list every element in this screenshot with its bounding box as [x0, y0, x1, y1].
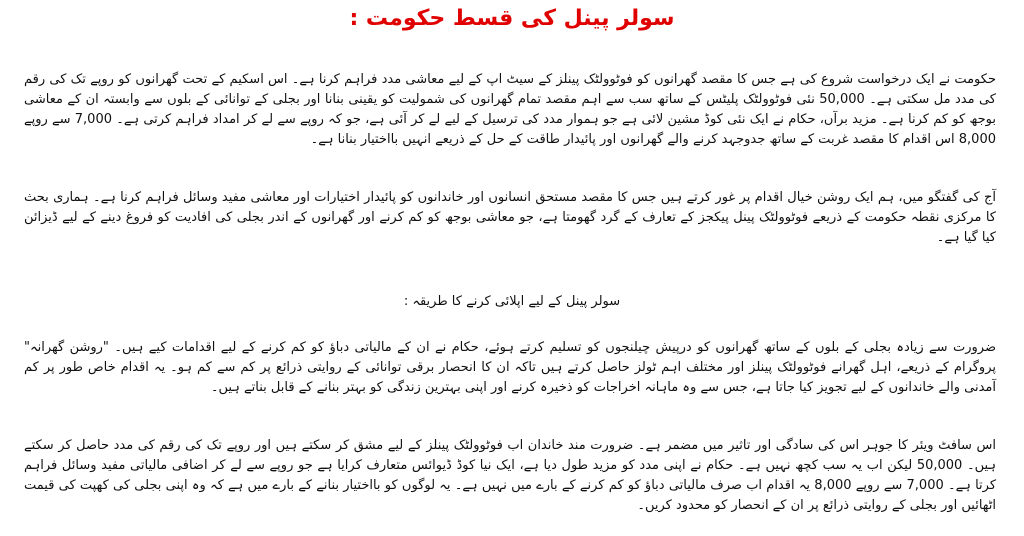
paragraph-discussion: آج کی گفتگو میں، ہم ایک روشن خیال اقدام پر غور کرتے ہیں جس کا مقصد مستحق انسانوں اور خاندانوں کو پائیدار اختیارات اور معاشی مفید وسائل فراہم کرنا ہے۔ ہماری بحث کا مرکزی نقطہ حکومت کے ذریعے فوٹوولٹک پینل پیکجز کے تعارف کے گرد گھومتا ہے، جو معاشی بوجھ کو کم کرنے اور گھرانوں کے اندر بجلی کی افادیت کو فروغ دینے کے لیے ڈیزائن کیا گیا ہے۔ — [24, 190, 996, 245]
section-heading-apply: سولر پینل کے لیے اپلائی کرنے کا طریقہ : — [403, 294, 621, 309]
paragraph-software: اس سافٹ ویئر کا جوہر اس کی سادگی اور تاثیر میں مضمر ہے۔ ضرورت مند خاندان اب فوٹوولٹک پینلز کے لیے مشق کر سکتے ہیں اور روپے تک کی رقم کی مدد حاصل کر سکتے ہیں۔ 50,000 لیکن اب یہ سب کچھ نہیں ہے۔ حکام نے اپنی مدد کو مزید طول دیا ہے، ایک نیا کوڈ ڈیوائس متعارف کرایا ہے جو روپے سے لے کر اضافی مالیاتی مفید وسائل فراہم کرتا ہے۔ 7,000 سے روپے 8,000 یہ اقدام اب صرف مالیاتی دباؤ کو کم کرنے کے بارے میں نہیں ہے۔ یہ لوگوں کو بااختیار بنانے کے بارے میں ہے کہ وہ اپنی بجلی کی کھپت کی قیمت اٹھائیں اور بجلی کے روایتی ذرائع پر ان کے انحصار کو محدود کریں۔ — [24, 438, 997, 513]
page-title: سولر پینل کی قسط حکومت : — [349, 6, 675, 31]
paragraph-program: ضرورت سے زیادہ بجلی کے بلوں کے ساتھ گھرانوں کو درپیش چیلنجوں کو تسلیم کرتے ہوئے، حکام نے ان کے مالیاتی دباؤ کو کم کرنے کے لیے اقدامات کیے ہیں۔ "روشن گھرانہ" پروگرام کے ذریعے، اہل گھرانے فوٹوولٹک پینلز اور مختلف اہم ٹولز حاصل کرتے ہیں تاکہ ان کا انحصار برقی توانائی کے روایتی ذرائع پر کم سے کم ہو۔ یہ اقدام خاص طور پر کم آمدنی والے خاندانوں کے لیے تجویز کیا جاتا ہے، جس سے وہ ماہانہ اخراجات کو ذخیرہ کرنے اور اپنی بہترین زندگی کو بہتر بنانے کے قابل بناتے ہیں۔ — [24, 340, 996, 395]
paragraph-intro: حکومت نے ایک درخواست شروع کی ہے جس کا مقصد گھرانوں کو فوٹوولٹک پینلز کے سیٹ اپ کے لیے معاشی مدد فراہم کرنا ہے۔ اس اسکیم کے تحت گھرانوں کو روپے تک کی رقم کی مدد مل سکتی ہے۔ 50,000 نئی فوٹوولٹک پلیٹس کے ساتھ سب سے اہم مقصد تمام گھرانوں کی شمولیت کو یقینی بنانا اور بجلی کے توانائی کے بلوں سے وابستہ ان کے معاشی بوجھ کو کم کرنا ہے۔ مزید برآں، حکام نے ایک نئی کوڈ مشین لائی ہے جو ہموار مدد کی ترسیل کے لیے لے کر آئی ہے، جو کہ روپے سے لے کر امداد فراہم کرتی ہے۔ 7,000 سے روپے 8,000 اس اقدام کا مقصد غربت کے ساتھ جدوجہد کرنے والے گھرانوں اور پائیدار طاقت کے حل کے ذریعے انہیں بااختیار بنانا ہے۔ — [24, 72, 996, 147]
